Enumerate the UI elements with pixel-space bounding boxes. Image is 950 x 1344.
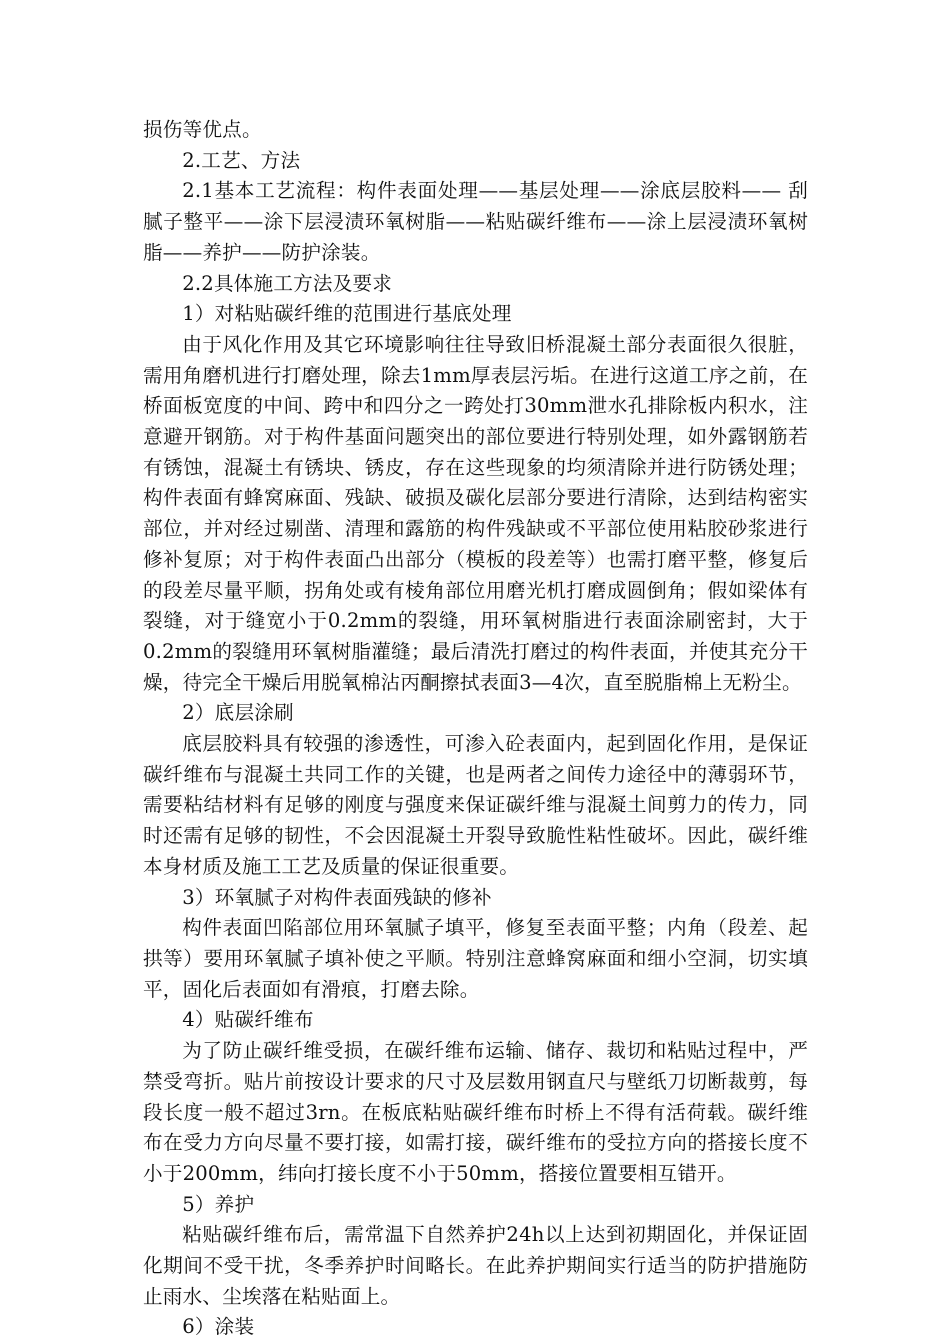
step-heading-coating: 6）涂装 bbox=[182, 1315, 255, 1339]
paragraph-apply-carbon-fiber: 为了防止碳纤维受损，在碳纤维布运输、储存、裁切和粘贴过程中，严禁受弯折。贴片前按设计要求的尺寸及层数用钢直尺与壁纸刀切断裁剪，每段长度一般不超过3rn。在板底粘贴碳纤维布时桥上不得有活荷载。碳纤维布在受力方向尽量不要打接，如需打接，碳纤维布的受拉方向的搭接长度不小于200mm，纬向打接长度不小于50mm，搭接位置要相互错开。 bbox=[143, 1039, 808, 1185]
step-heading-epoxy-putty-repair: 3）环氧腻子对构件表面残缺的修补 bbox=[182, 885, 492, 909]
step-heading-apply-carbon-fiber: 4）贴碳纤维布 bbox=[182, 1008, 314, 1032]
document-body bbox=[143, 115, 808, 1343]
section-heading-process-method: 2.工艺、方法 bbox=[182, 148, 301, 172]
step-heading-base-treatment: 1）对粘贴碳纤维的范围进行基底处理 bbox=[182, 302, 512, 326]
paragraph-epoxy-putty-repair: 构件表面凹陷部位用环氧腻子填平，修复至表面平整；内角（段差、起拱等）要用环氧腻子填补使之平顺。特别注意蜂窝麻面和细小空洞，切实填平，固化后表面如有滑痕，打磨去除。 bbox=[143, 916, 808, 1001]
paragraph-curing: 粘贴碳纤维布后，需常温下自然养护24h以上达到初期固化，并保证固化期间不受干扰，冬季养护时间略长。在此养护期间实行适当的防护措施防止雨水、尘埃落在粘贴面上。 bbox=[143, 1223, 808, 1308]
subsection-heading-construction-methods: 2.2具体施工方法及要求 bbox=[182, 271, 393, 295]
step-heading-primer-coating: 2）底层涂刷 bbox=[182, 701, 294, 725]
paragraph-basic-process-flow: 2.1基本工艺流程：构件表面处理——基层处理——涂底层胶料—— 刮腻子整平——涂下层浸渍环氧树脂——粘贴碳纤维布——涂上层浸渍环氧树脂——养护——防护涂装。 bbox=[143, 179, 808, 264]
paragraph-primer-coating: 底层胶料具有较强的渗透性，可渗入砼表面内，起到固化作用，是保证碳纤维布与混凝土共同工作的关键，也是两者之间传力途径中的薄弱环节，需要粘结材料有足够的刚度与强度来保证碳纤维与混凝土间剪力的传力，同时还需有足够的韧性，不会因混凝土开裂导致脆性粘性破坏。因此，碳纤维本身材质及施工工艺及质量的保证很重要。 bbox=[143, 732, 808, 878]
step-heading-curing: 5）养护 bbox=[182, 1192, 255, 1216]
paragraph-continuation: 损伤等优点。 bbox=[143, 118, 262, 141]
paragraph-base-treatment: 由于风化作用及其它环境影响往往导致旧桥混凝土部分表面很久很脏，需用角磨机进行打磨处理，除去1mm厚表层污垢。在进行这道工序之前，在桥面板宽度的中间、跨中和四分之一跨处打30mm泄水孔排除板内积水，注意避开钢筋。对于构件基面问题突出的部位要进行特别处理，如外露钢筋若有锈蚀，混凝土有锈块、锈皮，存在这些现象的均须清除并进行防锈处理；构件表面有蜂窝麻面、残缺、破损及碳化层部分要进行清除，达到结构密实部位，并对经过剔凿、清理和露筋的构件残缺或不平部位使用粘胶砂浆进行修补复原；对于构件表面凸出部分（模板的段差等）也需打磨平整，修复后的段差尽量平顺，拐角处或有棱角部位用磨光机打磨成圆倒角；假如梁体有裂缝，对于缝宽小于0.2mm的裂缝，用环氧树脂进行表面涂刷密封，大于0.2mm的裂缝用环氧树脂灌缝；最后清洗打磨过的构件表面，并使其充分干燥，待完全干燥后用脱氧棉沾丙酮擦拭表面3—4次，直至脱脂棉上无粉尘。 bbox=[143, 332, 808, 694]
